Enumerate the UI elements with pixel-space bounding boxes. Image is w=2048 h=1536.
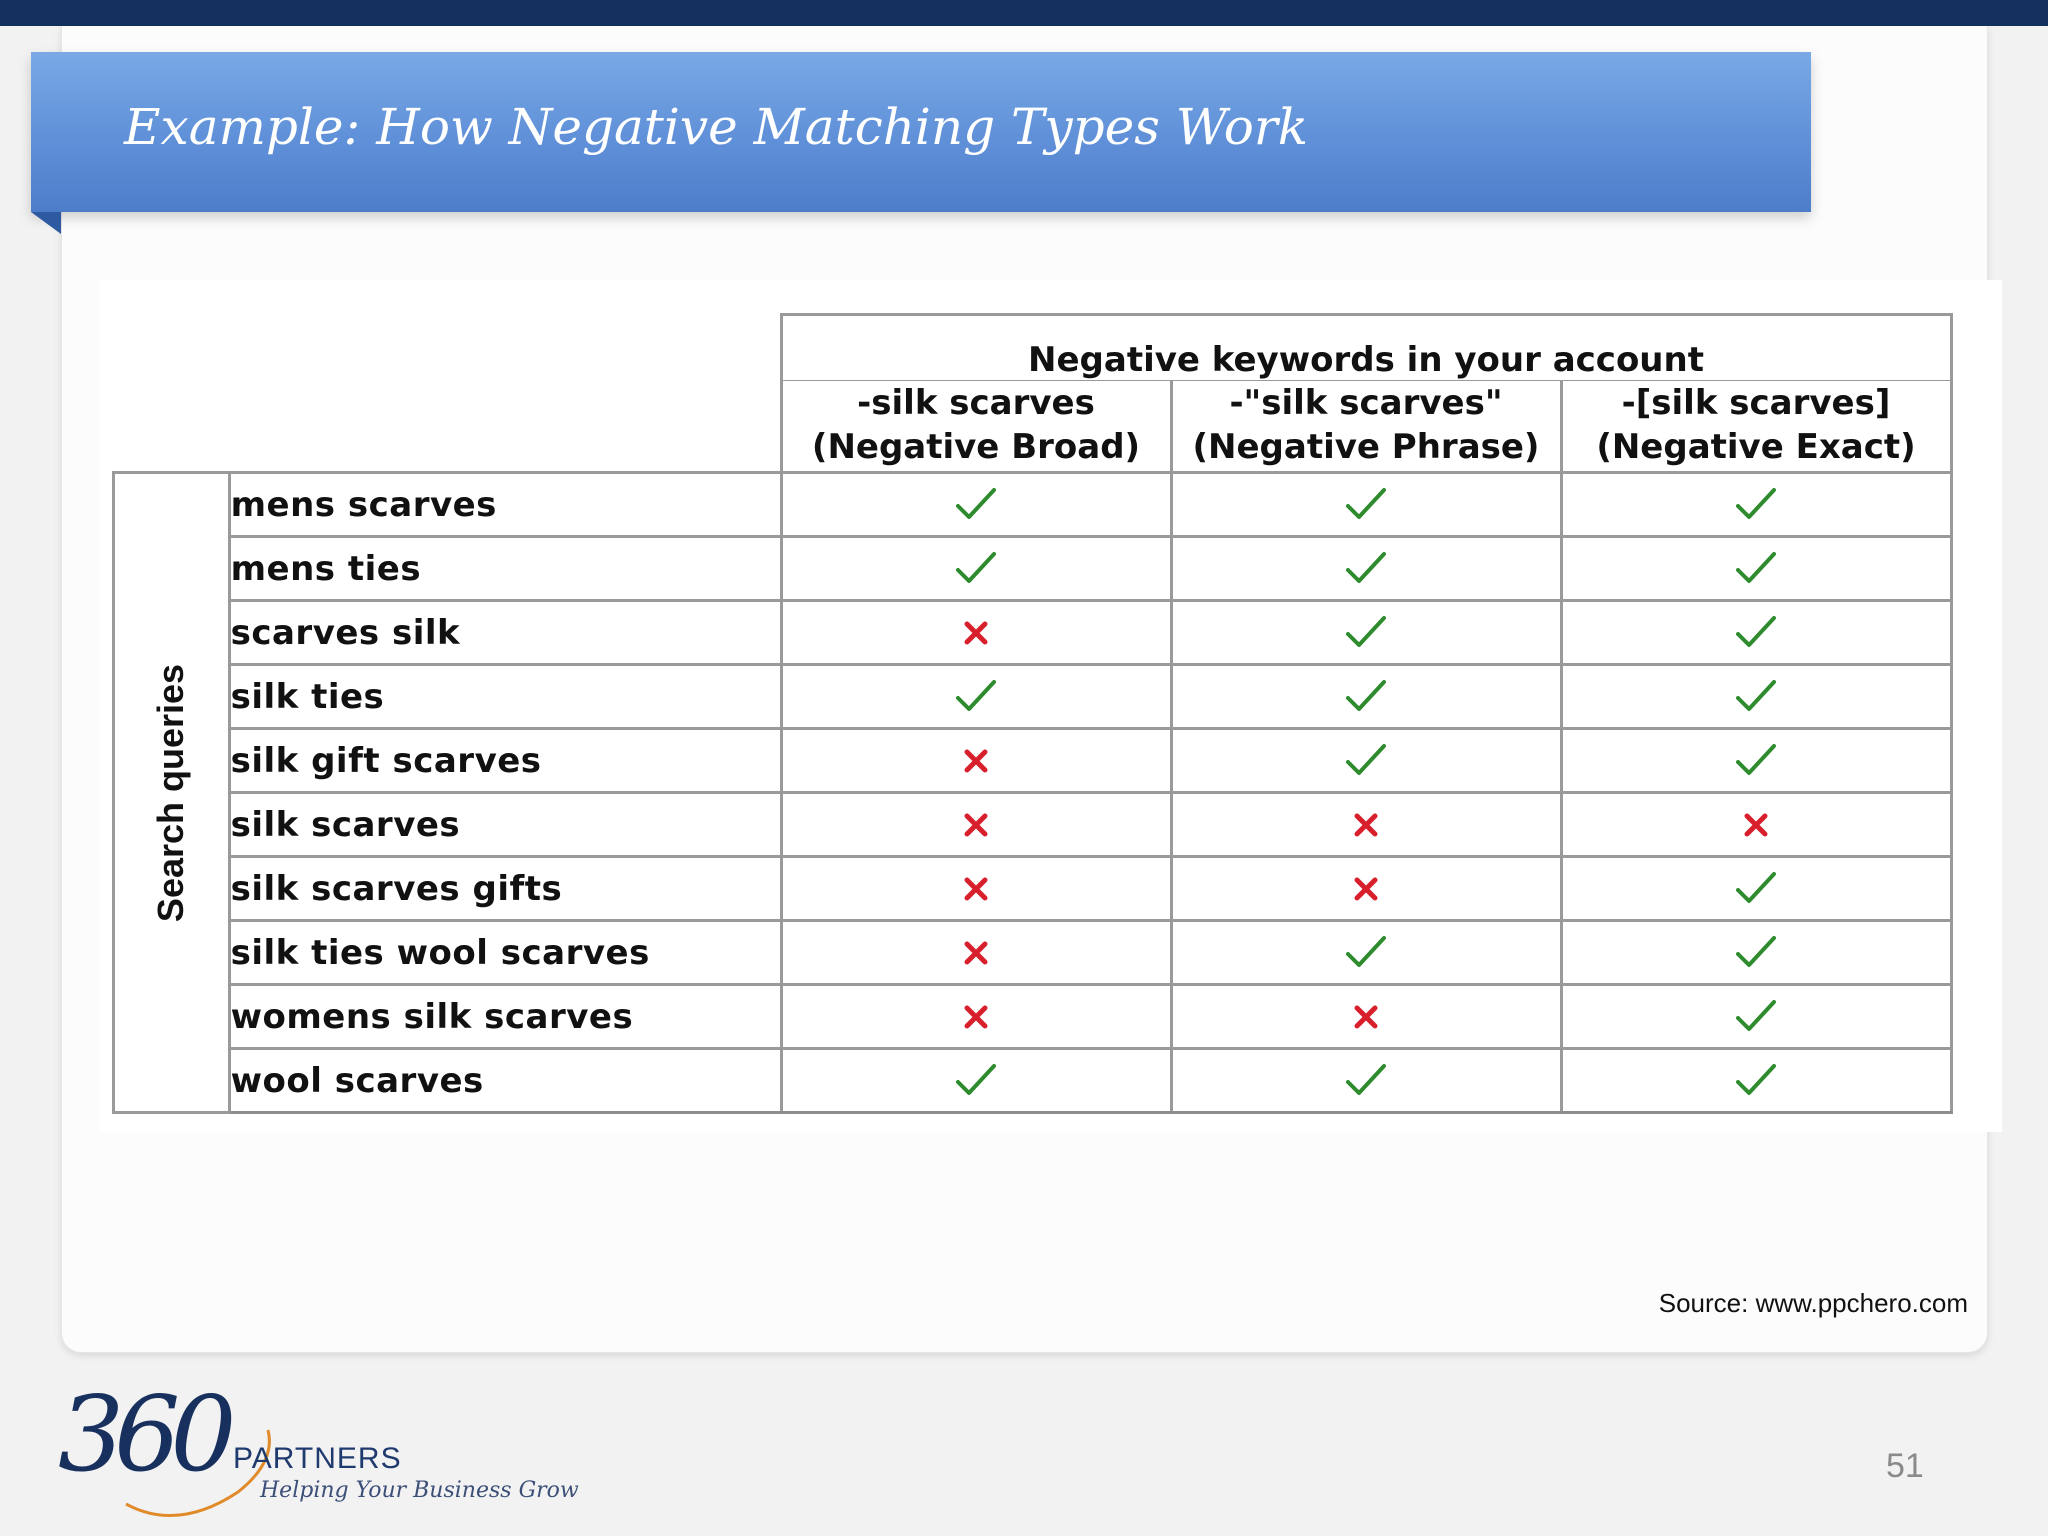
table-row	[114, 473, 1952, 537]
table-row	[114, 793, 1952, 857]
column-header-broad	[781, 381, 1171, 473]
search-query: silk scarves	[229, 793, 781, 857]
check-icon	[1344, 494, 1388, 513]
cross-icon	[961, 878, 991, 897]
match-cell-phrase	[1171, 601, 1561, 665]
match-cell-exact	[1561, 729, 1951, 793]
source-citation: Source: www.ppchero.com	[1658, 1288, 1968, 1318]
cross-icon	[961, 814, 991, 833]
match-cell-phrase	[1171, 729, 1561, 793]
check-icon	[1734, 942, 1778, 961]
cross-icon	[961, 942, 991, 961]
match-cell-broad	[781, 985, 1171, 1049]
axis-label: Search queries	[150, 663, 192, 922]
company-logo	[58, 1373, 618, 1522]
check-icon	[1734, 750, 1778, 769]
match-cell-exact	[1561, 537, 1951, 601]
axis-cell	[114, 473, 230, 1113]
match-cell-broad	[781, 665, 1171, 729]
search-query: mens ties	[229, 537, 781, 601]
cross-icon	[961, 1006, 991, 1025]
check-icon	[1344, 1070, 1388, 1089]
header-group-row	[114, 315, 1952, 381]
match-cell-broad	[781, 537, 1171, 601]
top-bar	[0, 0, 2048, 26]
table-row	[114, 1049, 1952, 1113]
check-icon	[954, 686, 998, 705]
check-icon	[1734, 878, 1778, 897]
table-row	[114, 985, 1952, 1049]
match-cell-exact	[1561, 473, 1951, 537]
logo-tagline: Helping Your Business Grow	[260, 1478, 579, 1503]
match-cell-exact	[1561, 665, 1951, 729]
column-header-phrase	[1171, 381, 1561, 473]
column-type: (Negative Broad)	[811, 427, 1141, 467]
match-cell-phrase	[1171, 665, 1561, 729]
search-query: silk ties	[229, 665, 781, 729]
check-icon	[1344, 750, 1388, 769]
logo-name: PARTNERS	[233, 1442, 402, 1475]
match-cell-exact	[1561, 601, 1951, 665]
match-cell-broad	[781, 1049, 1171, 1113]
column-type: (Negative Phrase)	[1192, 427, 1540, 467]
table-row	[114, 921, 1952, 985]
search-query: silk ties wool scarves	[229, 921, 781, 985]
check-icon	[1344, 622, 1388, 641]
logo-number: 360	[58, 1373, 227, 1495]
column-keyword: -silk scarves	[857, 383, 1095, 423]
negative-match-table	[112, 313, 1953, 1114]
cross-icon	[961, 622, 991, 641]
match-cell-phrase	[1171, 921, 1561, 985]
check-icon	[954, 1070, 998, 1089]
check-icon	[1734, 622, 1778, 641]
check-icon	[1734, 1070, 1778, 1089]
table-row	[114, 729, 1952, 793]
match-cell-exact	[1561, 921, 1951, 985]
cross-icon	[961, 750, 991, 769]
check-icon	[1344, 558, 1388, 577]
match-cell-exact	[1561, 857, 1951, 921]
header-group: Negative keywords in your account	[781, 315, 1951, 381]
cross-icon	[1351, 1006, 1381, 1025]
cross-icon	[1351, 878, 1381, 897]
table-row	[114, 601, 1952, 665]
blank-header	[114, 315, 782, 381]
table-row	[114, 665, 1952, 729]
page-number: 51	[1886, 1447, 1924, 1485]
check-icon	[954, 494, 998, 513]
column-header-exact	[1561, 381, 1951, 473]
check-icon	[1734, 558, 1778, 577]
table-row	[114, 537, 1952, 601]
match-cell-exact	[1561, 985, 1951, 1049]
match-cell-broad	[781, 857, 1171, 921]
match-cell-phrase	[1171, 793, 1561, 857]
match-cell-phrase	[1171, 857, 1561, 921]
column-keyword: -[silk scarves]	[1621, 383, 1891, 423]
match-cell-exact	[1561, 793, 1951, 857]
check-icon	[1734, 686, 1778, 705]
table-row	[114, 857, 1952, 921]
search-query: silk scarves gifts	[229, 857, 781, 921]
column-header-row	[114, 381, 1952, 473]
table-body	[114, 473, 1952, 1113]
match-cell-phrase	[1171, 473, 1561, 537]
match-cell-broad	[781, 729, 1171, 793]
search-query: scarves silk	[229, 601, 781, 665]
match-cell-phrase	[1171, 537, 1561, 601]
check-icon	[1344, 686, 1388, 705]
slide-title: Example: How Negative Matching Types Work	[124, 98, 1309, 156]
cross-icon	[1351, 814, 1381, 833]
search-query: wool scarves	[229, 1049, 781, 1113]
search-query: mens scarves	[229, 473, 781, 537]
check-icon	[1734, 494, 1778, 513]
match-cell-phrase	[1171, 1049, 1561, 1113]
check-icon	[954, 558, 998, 577]
column-keyword: -"silk scarves"	[1229, 383, 1503, 423]
match-cell-exact	[1561, 1049, 1951, 1113]
search-query: silk gift scarves	[229, 729, 781, 793]
cross-icon	[1741, 814, 1771, 833]
match-cell-broad	[781, 921, 1171, 985]
match-cell-broad	[781, 473, 1171, 537]
blank-header	[114, 381, 782, 473]
column-type: (Negative Exact)	[1596, 427, 1916, 467]
check-icon	[1344, 942, 1388, 961]
search-query: womens silk scarves	[229, 985, 781, 1049]
match-cell-broad	[781, 793, 1171, 857]
banner-fold	[31, 212, 61, 234]
match-cell-broad	[781, 601, 1171, 665]
check-icon	[1734, 1006, 1778, 1025]
match-cell-phrase	[1171, 985, 1561, 1049]
